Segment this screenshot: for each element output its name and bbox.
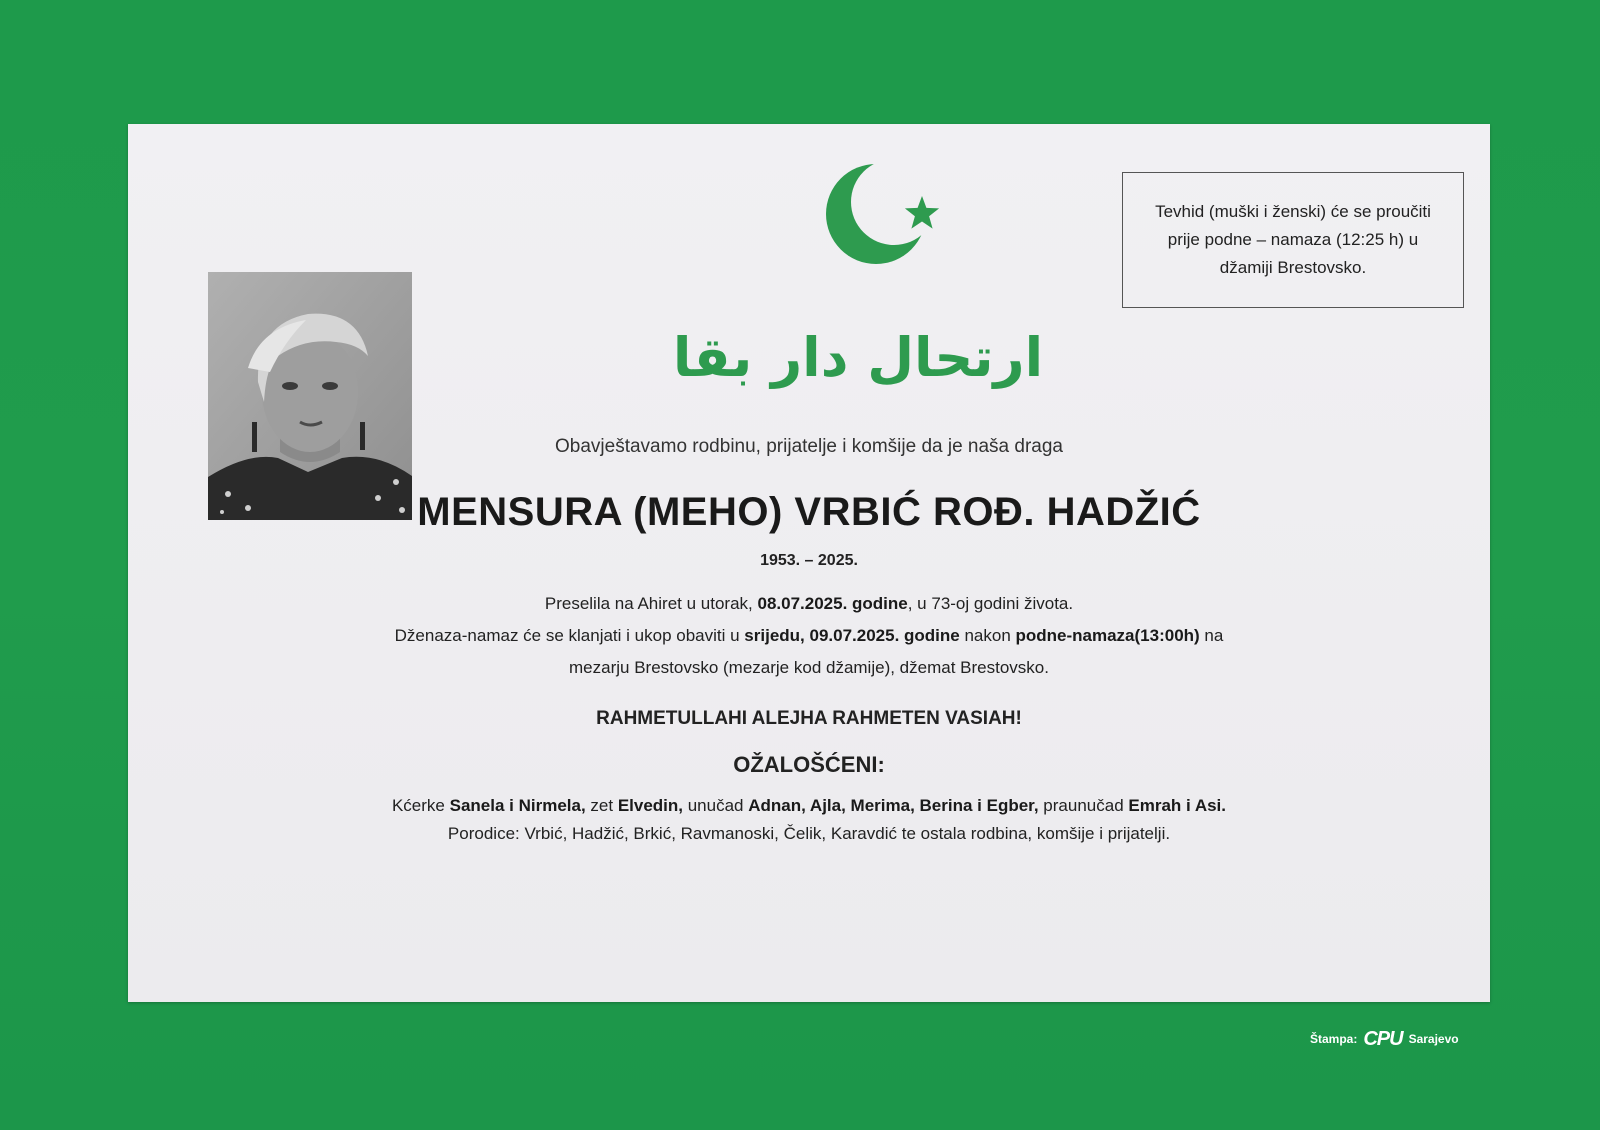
funeral-text: Dženaza-namaz će se klanjati i ukop obaviti u: [394, 626, 745, 645]
funeral-text-end: na: [1199, 626, 1224, 645]
printer-label: Štampa:: [1310, 1032, 1358, 1046]
great-grandchildren-label: praunučad: [1038, 796, 1129, 815]
son-in-law-name: Elvedin,: [617, 796, 683, 815]
intro-text: Obavještavamo rodbinu, prijatelje i komšije da je naša draga: [555, 436, 1063, 457]
printer-logo: CPU: [1363, 1027, 1403, 1050]
funeral-date: srijedu, 09.07.2025. godine: [744, 626, 960, 645]
arabic-calligraphy: ارتحال دار بقا: [672, 326, 1044, 389]
passing-text: Preselila na Ahiret u utorak,: [544, 594, 758, 613]
grandchildren-label: unučad: [683, 796, 749, 815]
deceased-photo: [208, 272, 412, 520]
grandchildren-names: Adnan, Ajla, Merima, Berina i Egber,: [748, 796, 1039, 815]
tevhid-notice-text: Tevhid (muški i ženski) će se proučiti prije podne – namaza (12:25 h) u džamiji Brestovsko.: [1155, 202, 1431, 277]
burial-location-line: mezarju Brestovsko (mezarje kod džamije), džemat Brestovsko.: [569, 658, 1049, 677]
tevhid-notice-box: [1122, 172, 1464, 308]
portrait-image: [208, 272, 412, 520]
passing-date: 08.07.2025. godine: [757, 594, 908, 613]
daughters-names: Sanela i Nirmela,: [449, 796, 586, 815]
deceased-name: MENSURA (MEHO) VRBIĆ ROĐ. HADŽIĆ: [417, 490, 1201, 534]
life-years: 1953. – 2025.: [760, 552, 858, 569]
printer-city: Sarajevo: [1408, 1032, 1459, 1046]
prayer-line: RAHMETULLAHI ALEJHA RAHMETEN VASIAH!: [596, 708, 1022, 729]
family-line: [128, 796, 1490, 816]
funeral-time: podne-namaza(13:00h): [1015, 626, 1200, 645]
families-line: Porodice: Vrbić, Hadžić, Brkić, Ravmanoski, Čelik, Karavdić te ostala rodbina, komšije i prijatelji.: [447, 824, 1171, 843]
printer-credit: [1310, 1024, 1490, 1054]
obituary-sheet: [128, 124, 1490, 1002]
passing-age-text: , u 73-oj godini života.: [907, 594, 1074, 613]
great-grandchildren-names: Emrah i Asi.: [1128, 796, 1227, 815]
passing-line: [128, 594, 1490, 614]
funeral-text-after: nakon: [959, 626, 1016, 645]
funeral-line: [128, 626, 1490, 646]
daughters-label: Kćerke: [391, 796, 450, 815]
son-in-law-label: zet: [585, 796, 618, 815]
crescent-star-emblem: [672, 144, 1044, 404]
crescent-icon: [826, 164, 926, 264]
mourners-title: OŽALOŠĆENI:: [733, 752, 885, 777]
